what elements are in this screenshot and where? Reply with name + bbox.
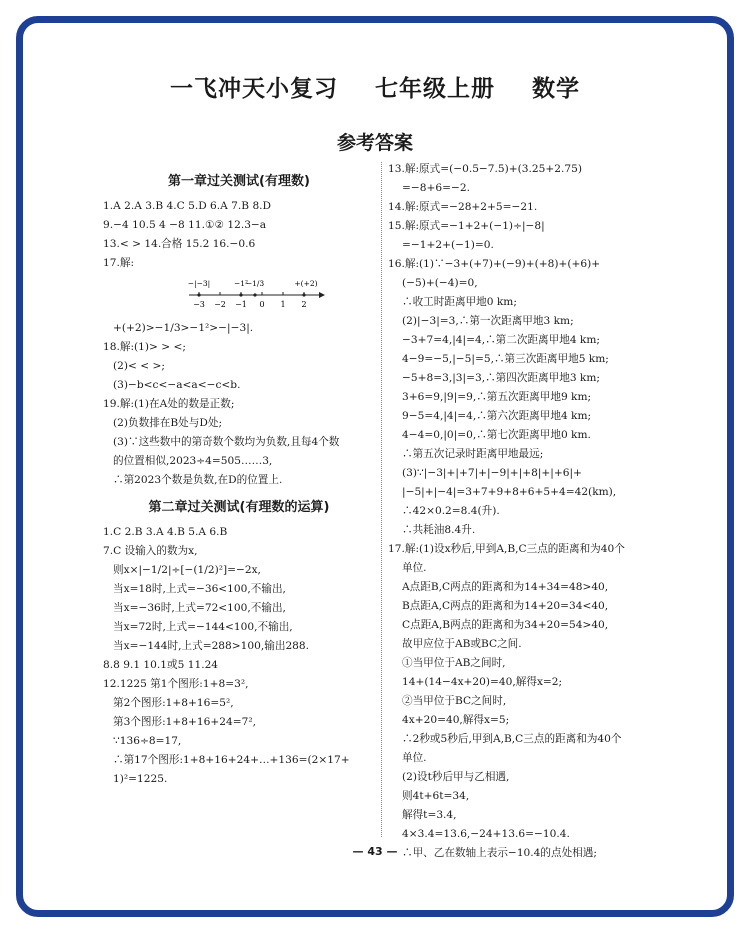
number-line-tick-label: 1 [280, 300, 286, 309]
number-line-tick-label: 0 [259, 300, 265, 309]
answer-line: 16.解:(1)∵−3+(+7)+(−9)+(+8)+(+6)+ [388, 258, 601, 270]
answer-line: 故甲应位于AB或BC之间. [402, 638, 522, 650]
answer-line: 4−4=0,|0|=0,∴第七次距离甲地0 km. [402, 429, 591, 441]
number-line-point-label: +(+2) [294, 279, 318, 288]
answer-line: 4x+20=40,解得x=5; [402, 714, 510, 726]
answer-line: C点距A,B两点的距离和为34+20=54>40, [402, 619, 609, 631]
number-line-point-label: −|−3| [187, 279, 211, 288]
answer-line: −3+7=4,|4|=4,∴第二次距离甲地4 km; [402, 334, 600, 346]
number-line-point [253, 293, 256, 296]
answer-line: 4×3.4=13.6,−24+13.6=−10.4. [402, 828, 570, 840]
answer-line: (3)∵这些数中的第奇数个数均为负数,且每4个数 [113, 436, 340, 448]
number-line-point [302, 293, 305, 296]
answer-line: (3)−b<c<−a<a<−c<b. [113, 379, 241, 391]
answer-line: A点距B,C两点的距离和为14+34=48>40, [402, 581, 609, 593]
answer-line: 3+6=9,|9|=9,∴第五次距离甲地9 km; [402, 391, 592, 403]
answer-line: (2)< < >; [113, 360, 165, 372]
answer-line: ∴甲、乙在数轴上表示−10.4的点处相遇; [402, 847, 597, 859]
column-divider [381, 162, 382, 837]
answer-line: |−5|+|−4|=3+7+9+8+6+5+4=42(km), [402, 486, 617, 498]
number-line-point [197, 293, 200, 296]
answer-line: 解得t=3.4, [402, 809, 457, 821]
left-column [103, 170, 375, 789]
section-heading-ch2: 第二章过关测试(有理数的运算) [148, 500, 330, 515]
answer-line: 17.解:(1)设x秒后,甲到A,B,C三点的距离和为40个 [388, 543, 625, 555]
answer-line: ∴共耗油8.4升. [402, 524, 476, 536]
answer-line: 7.C 设输入的数为x, [103, 545, 198, 557]
answer-line: 1.A 2.A 3.B 4.C 5.D 6.A 7.B 8.D [103, 200, 272, 212]
answer-line: −5+8=3,|3|=3,∴第四次距离甲地3 km; [402, 372, 600, 384]
answer-line: 13.解:原式=(−0.5−7.5)+(3.25+2.75) [388, 163, 582, 175]
answer-line: 则4t+6t=34, [402, 790, 470, 802]
answer-line: ∴2秒或5秒后,甲到A,B,C三点的距离和为40个 [402, 733, 622, 745]
number-line-point [239, 293, 242, 296]
answer-line: ①当甲位于AB之间时, [402, 657, 506, 669]
answer-line: =−8+6=−2. [402, 182, 470, 194]
section-heading-ch1: 第一章过关测试(有理数) [168, 174, 310, 189]
answer-line: ∴第17个图形:1+8+16+24+…+136=(2×17+ [113, 754, 350, 766]
answer-line: 8.8 9.1 10.1或5 11.24 [103, 659, 219, 671]
answer-line: B点距A,C两点的距离和为14+20=34<40, [402, 600, 609, 612]
number-line-figure [187, 273, 375, 319]
right-column [388, 160, 668, 863]
number-line-point-label: −1² [233, 279, 249, 288]
answer-line: 19.解:(1)在A处的数是正数; [103, 398, 235, 410]
page-number: — 43 — [352, 845, 398, 858]
answer-line: 14+(14−4x+20)=40,解得x=2; [402, 676, 563, 688]
number-line-svg [187, 273, 327, 319]
answer-line: 当x=72时,上式=−144<100,不输出, [113, 621, 293, 633]
number-line-tick-label: −2 [214, 300, 226, 309]
page-title [0, 70, 750, 103]
answer-line: 单位. [402, 752, 427, 764]
answer-line: ∴第五次记录时距离甲地最远; [402, 448, 544, 460]
answer-line: 第2个图形:1+8+16=5², [113, 697, 234, 709]
answer-line: 14.解:原式=−28+2+5=−21. [388, 201, 538, 213]
answer-line: +(+2)>−1/3>−1²>−|−3|. [113, 322, 254, 334]
answer-line: 则x×|−1/2|÷[−(1/2)²]=−2x, [113, 564, 261, 576]
answer-line: 单位. [402, 562, 427, 574]
answer-line: 9−5=4,|4|=4,∴第六次距离甲地4 km; [402, 410, 592, 422]
answer-line: 15.解:原式=−1+2+(−1)÷|−8| [388, 220, 545, 232]
answer-line: (2)|−3|=3,∴第一次距离甲地3 km; [402, 315, 574, 327]
answer-line: 当x=−144时,上式=288>100,输出288. [113, 640, 310, 652]
title-series: 一飞冲天小复习 [169, 76, 338, 102]
answer-line: 第3个图形:1+8+16+24=7², [113, 716, 256, 728]
answer-line: 18.解:(1)> > <; [103, 341, 186, 353]
answer-line: (2)负数排在B处与D处; [113, 417, 223, 429]
answer-line: 13.< > 14.合格 15.2 16.−0.6 [103, 238, 256, 250]
answer-line: 17.解: [103, 257, 135, 269]
number-line-tick-label: −1 [235, 300, 247, 309]
title-subject: 数学 [532, 76, 581, 102]
answer-line: 当x=18时,上式=−36<100,不输出, [113, 583, 286, 595]
answer-line: (3)∵|−3|+|+7|+|−9|+|+8|+|+6|+ [402, 467, 582, 479]
answer-key-heading: 参考答案 [336, 132, 413, 154]
answer-line: 12.1225 第1个图形:1+8=3², [103, 678, 249, 690]
answer-line: ∵136÷8=17, [113, 735, 182, 747]
answer-line: (−5)+(−4)=0, [402, 277, 478, 289]
answer-line: 当x=−36时,上式=72<100,不输出, [113, 602, 286, 614]
answer-line: 1)²=1225. [113, 773, 168, 785]
answer-line: ②当甲位于BC之间时, [402, 695, 507, 707]
answer-line: =−1+2+(−1)=0. [402, 239, 494, 251]
answer-line: 9.−4 10.5 4 −8 11.①② 12.3−a [103, 219, 267, 231]
number-line-arrow [319, 292, 325, 298]
number-line-tick-label: 2 [301, 300, 307, 309]
answer-line: (2)设t秒后甲与乙相遇, [402, 771, 510, 783]
answer-line: ∴42×0.2=8.4(升). [402, 505, 500, 517]
answer-line: ∴第2023个数是负数,在D的位置上. [113, 474, 283, 486]
title-grade: 七年级上册 [375, 76, 495, 102]
answer-line: 1.C 2.B 3.A 4.B 5.A 6.B [103, 526, 228, 538]
answer-line: ∴收工时距离甲地0 km; [402, 296, 517, 308]
answer-line: 4−9=−5,|−5|=5,∴第三次距离甲地5 km; [402, 353, 609, 365]
answer-line: 的位置相似,2023÷4=505……3, [113, 455, 273, 467]
number-line-point-label: −1/3 [245, 279, 265, 288]
number-line-tick-label: −3 [193, 300, 205, 309]
